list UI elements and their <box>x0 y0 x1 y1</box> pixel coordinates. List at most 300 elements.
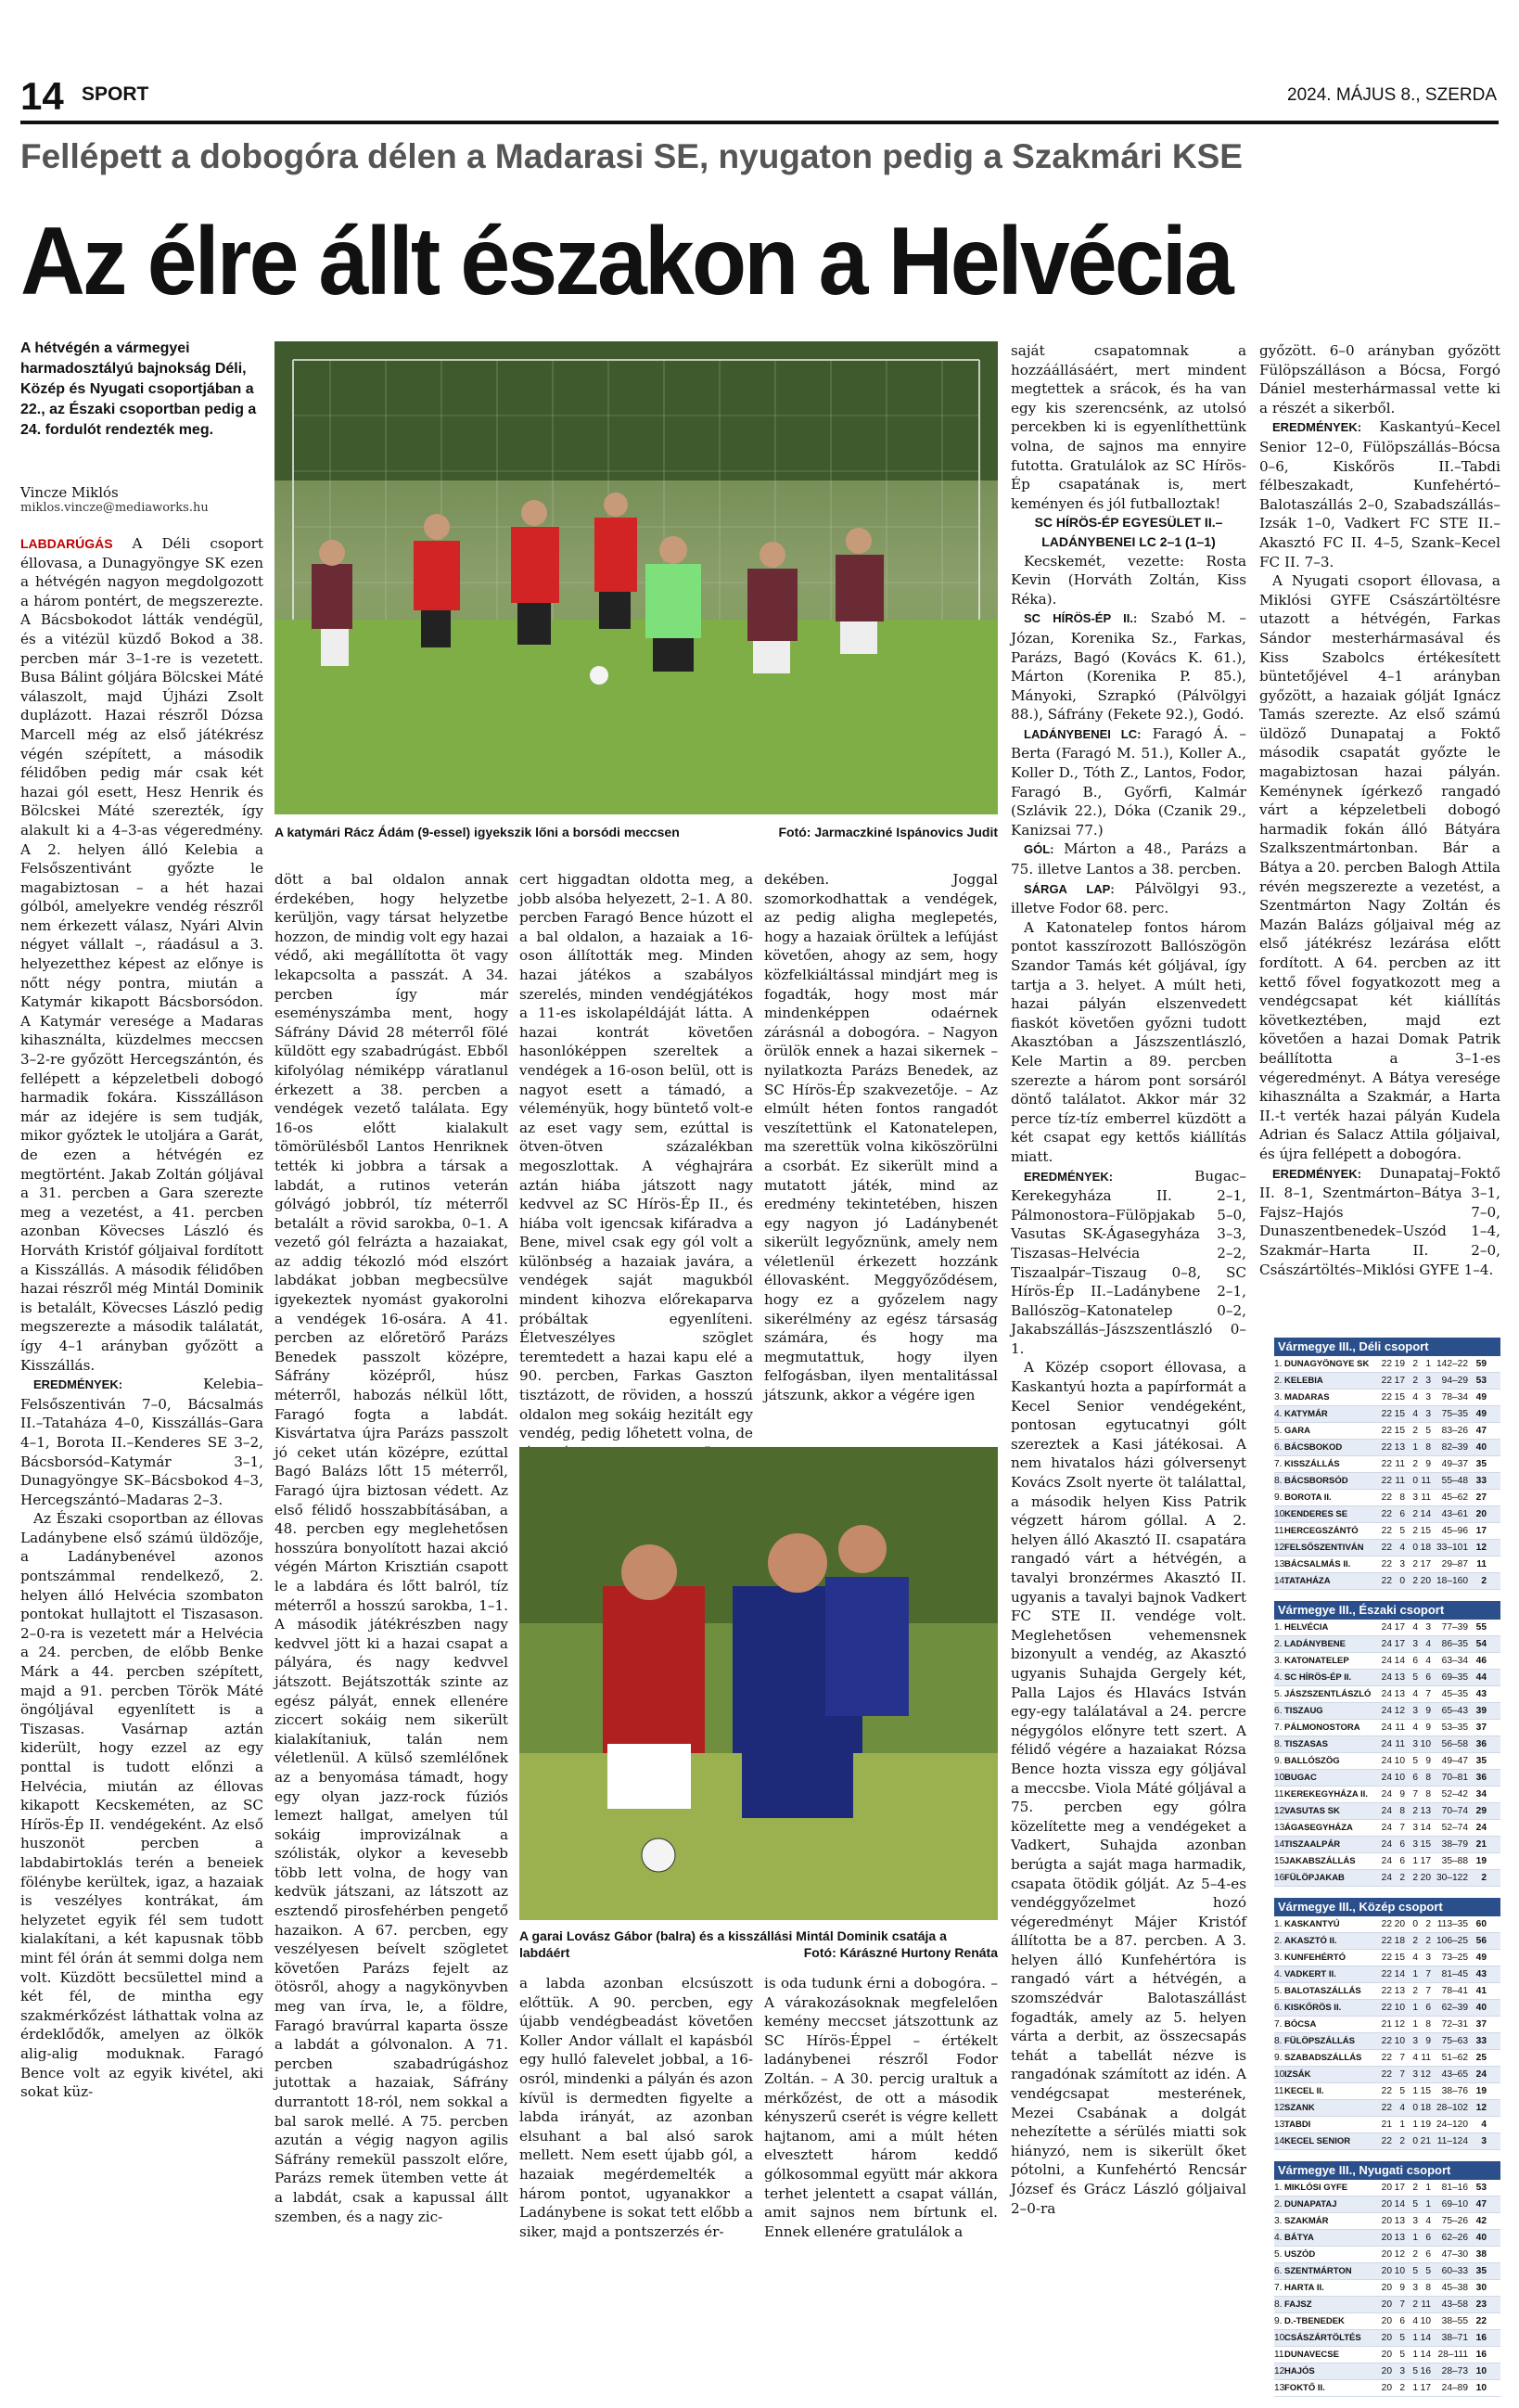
col6-para-2: A Nyugati csoport éllovasa, a Miklósi GYFE Császártöltésre utazott a hétvégén, Farkas Sándor mesterhármasával és Kiss Szabolcs értékesített büntetőjével 4–1 arányban győzött, a hazaiak gólját Ignácz Tamás szerezte. Az első számú üldöző Dunapataj a Foktő második csapatát győzte le magabiztosan hazai pályán. Keménynek ígérkező rangadó várt a képzeletbeli dobogó harmadik fokán álló Bátyára Szalkszentmártonban. Bár a Bátya a 20. percben Balogh Attila révén megszerezte a vezetést, a Szentmárton Nagy Zoltán és Mazán Balázs góljaival még az első játékrész lezárása előtt fordított. A 64. percben az itt kettő fővel fogyatkozott meg a vendégcsapat két kiállítás következtében, majd ezt követően a hazai Domak Patrik beállította a 3–1-es végeredményt. A Bátya veresége kihasználta a Szakmár, a Harta II.-t verték hazai pályán Kudela Adrian és Salacz Attila góljaival, és újra fellépett a dobogóra. <box>1259 572 1500 1162</box>
standings-cell: 21 <box>1475 1839 1487 1850</box>
standings-cell: SZENTMÁRTON <box>1284 2266 1352 2276</box>
standings-cell: 20 <box>1381 2350 1392 2360</box>
standings-cell: DUNAGYÖNGYE SK <box>1284 1359 1370 1369</box>
standings-cell: CSÁSZÁRTÖLTÉS <box>1284 2333 1361 2343</box>
col5-para-2: A Katonatelep fontos három pontot kasszírozott Ballószögön Szandor Tamás két góljával, így tartja a 3. helyet. A múlt heti, hazai pályán elszenvedett fiaskót követően győzni tudott Akasztóban a Jászszentlászló, Kele Martin a 89. percben szerezte a három pont sorsáról döntő találatot. Akkor már 32 perce tíz-tíz emberrel küzdött a két csapat egy kettős kiállítás miatt. <box>1011 918 1246 1165</box>
standings-row <box>1274 2033 1500 2050</box>
standings-cell: 35 <box>1475 2266 1487 2276</box>
standings-cell: 13 <box>1394 1442 1405 1453</box>
standings-cell: 22 <box>1381 1476 1392 1486</box>
standings-cell: 75–63 <box>1441 2036 1468 2046</box>
standings-cell: 24 <box>1381 1789 1392 1800</box>
standings-cell: 3. <box>1274 1392 1283 1403</box>
standings-cell: FAJSZ <box>1284 2299 1312 2310</box>
standings-cell: 5 <box>1412 1672 1418 1683</box>
standings-cell: BALLÓSZÖG <box>1284 1756 1340 1766</box>
standings-cell: 12. <box>1274 2366 1288 2376</box>
standings-cell: KISSZÁLLÁS <box>1284 1459 1340 1469</box>
standings-row <box>1274 1803 1500 1820</box>
standings-cell: 24 <box>1381 1672 1392 1683</box>
standings-row <box>1274 1523 1500 1540</box>
standings-cell: 24 <box>1475 1823 1487 1833</box>
col5-para-1: saját csapatomnak a hozzáállásáért, mert mindent megtettek a srácok, és ha van egy kis szerencsénk, az utolsó percekben ki is egyenlíthettünk volna, de sajnos ma ennyire futotta. Gratulálok az SC Hírös-Ép csapatának is, mert keményen és jól futballoztak! <box>1011 342 1246 512</box>
byline <box>20 484 263 515</box>
standings-row <box>1274 1770 1500 1787</box>
standings-cell: 13 <box>1394 1986 1405 1996</box>
standings-cell: 13 <box>1394 1672 1405 1683</box>
standings-cell: 22 <box>1381 2136 1392 2146</box>
standings-cell: 4 <box>1399 2103 1405 2113</box>
standings-cell: 70–81 <box>1441 1773 1468 1783</box>
photo2-credit: Fotó: Kárászné Hurtony Renáta <box>803 1945 998 1960</box>
standings-cell: 12 <box>1475 1543 1487 1553</box>
standings-cell: 38–71 <box>1441 2333 1468 2343</box>
col1-para-2: Az Északi csoportban az éllovas Ladánybene első számú üldözője, a Ladánybenével azonos pontszámmal rendelkező, 2. helyen álló Helvécia szombaton pontokat hullajtott el Tiszasason. 2–0-ra is vezetett már a Helvécia a 24. percben, de előbb Benke Márk a 44. percben szépített, majd a 91. percben Török Máté öngóljával egyenlített is a Tiszasas. Vasárnap aztán kiderült, hogy ezzel az egy ponttal is tudott előnzi a Helvécia, miután az éllovas kikapott Kecskeméten, az SC Hírös-Ép II. vendégeként. Az első huszonöt percben a labdabirtoklás terén a beneiek fölénybe kerültek, igaz, a hazaiak is veszélyes kontrákat, ám helyzetet egyik fél sem tudott kialakítani, a két kapusnak több mint fél órán át semmi dolga nem volt. Küzdött becsülettel mind a két fél, de mintha egy szakmérkőzést láthattak volna az érdeklődők, amelyen az ölkök alig-alig moduknak. Faragó Bence volt az egyik kivétel, aki sokat küz- <box>20 1510 263 2101</box>
photo1-credit: Fotó: Jarmaczkiné Ispánovics Judit <box>778 825 998 839</box>
standings-cell: 6 <box>1425 2249 1431 2260</box>
standings-cell: 15. <box>1274 1856 1288 1866</box>
standings-cell: 77–39 <box>1441 1622 1468 1633</box>
standings-cell: 2 <box>1399 2383 1405 2393</box>
standings-row <box>1274 1837 1500 1853</box>
standings-cell: 3 <box>1399 2366 1405 2376</box>
standings-cell: 9 <box>1425 2036 1431 2046</box>
standings-cell: 81–16 <box>1441 2183 1468 2193</box>
standings-cell: MADARAS <box>1284 1392 1330 1403</box>
standings-row <box>1274 1456 1500 1473</box>
standings-cell: 3 <box>1412 2036 1418 2046</box>
standings-cell: 16. <box>1274 1873 1288 1883</box>
standings-cell: 2. <box>1274 2199 1283 2209</box>
standings-cell: 45–62 <box>1441 1492 1468 1503</box>
standings-cell: 7 <box>1425 1689 1431 1699</box>
column-3-bottom <box>519 1974 753 2241</box>
standings-cell: 11. <box>1274 1526 1287 1536</box>
standings-cell: 20 <box>1381 2216 1392 2226</box>
photo1-caption <box>274 824 998 840</box>
standings-cell: D.-TBENEDEK <box>1284 2316 1345 2326</box>
standings-cell: 5 <box>1399 2333 1405 2343</box>
standings-cell: KELEBIA <box>1284 1376 1323 1386</box>
standings-cell: BÓCSA <box>1284 2019 1317 2030</box>
standings-cell: LADÁNYBENE <box>1284 1639 1346 1649</box>
standings-cell: 5 <box>1425 1426 1431 1436</box>
standings-cell: 47–30 <box>1441 2249 1468 2260</box>
standings-cell: 24 <box>1381 1756 1392 1766</box>
standings-cell: HELVÉCIA <box>1284 1622 1329 1633</box>
standings-cell: 11 <box>1421 1492 1431 1503</box>
col6-results-2: EREDMÉNYEK: Dunapataj–Foktő II. 8–1, Szentmárton–Bátya 3–1, Fajsz–Hajós 7–0, Dunaszentbenedek–Uszód 1–4, Szakmár–Harta II. 2–0, Császártöltés–Miklósi GYFE 1–4. <box>1259 1164 1500 1278</box>
standings-cell: 24 <box>1381 1706 1392 1716</box>
standings-cell: 28–102 <box>1436 2103 1468 2113</box>
standings-cell: 8 <box>1425 1442 1431 1453</box>
standings-cell: 8. <box>1274 2299 1283 2310</box>
standings-cell: FELSŐSZENTIVÁN <box>1284 1543 1364 1553</box>
standings-cell: 22 <box>1381 1442 1392 1453</box>
standings-cell: KENDERES SE <box>1284 1509 1348 1519</box>
standings-cell: 19 <box>1394 1359 1405 1369</box>
standings-cell: 1 <box>1412 1856 1418 1866</box>
standings-cell: 43–58 <box>1441 2299 1468 2310</box>
standings-cell: 20 <box>1381 2199 1392 2209</box>
standings-cell: 12 <box>1394 2019 1405 2030</box>
standings-cell: JÁSZSZENTLÁSZLÓ <box>1284 1689 1372 1699</box>
standings-cell: 3 <box>1412 1839 1418 1850</box>
standings-cell: 3 <box>1412 1639 1418 1649</box>
standings-cell: 9 <box>1425 1706 1431 1716</box>
standings-cell: 1 <box>1412 2003 1418 2013</box>
standings-cell: 12. <box>1274 1806 1288 1816</box>
standings-cell: KISKŐRÖS II. <box>1284 2003 1342 2013</box>
standings-cell: 17 <box>1420 1559 1431 1569</box>
standings-cell: 69–10 <box>1441 2199 1468 2209</box>
standings-cell: IZSÁK <box>1284 2069 1311 2080</box>
standings-cell: 9. <box>1274 1756 1283 1766</box>
standings-cell: 29 <box>1475 1806 1487 1816</box>
standings-cell: BÁCSALMÁS II. <box>1284 1559 1351 1569</box>
standings-cell: 11 <box>1395 1459 1405 1469</box>
standings-row <box>1274 1423 1500 1440</box>
standings-cell: 19 <box>1475 1856 1487 1866</box>
col3-text-a: cert higgadtan oldotta meg, a jobb alsóba helyezett, 2–1. A 80. percben Faragó Bence húzott el a bal oldalon, a hazaiak a 16-oson állították meg. Minden hazai játékos a szabályos szerelés, minden vendégjátékos a 11-es iskolapéldáját látta. A hazai kontrát követően hasonlóképpen szereltek a vendégek a 16-oson belül, ott is nagyot esett a támadó, a véleményük, hogy büntető volt-e az eset vagy sem, ezúttal is ötven-ötven százalékban megoszlottak. A véghajrára aztán hiába játszott nagy kedvvel az SC Hírös-Ép II., és hiába volt igencsak kifáradva a Bene, mivel csak egy gól volt a különbség a hazaiak javára, a vendégek saját magukból mindent kihozva előrekaparva próbáltak egyenlíteni. Életveszélyes szöglet teremtedett a hazai kapu elé a 90. percben, Farkas Gaszton tisztázott, de röviden, a hosszú oldalon meg sokáig hezitált egy vendég, pedig lőhetett volna, de <box>519 871 753 1442</box>
standings-cell: 4 <box>1412 1723 1418 1733</box>
standings-cell: 7. <box>1274 1723 1283 1733</box>
col4-text-a: dekében. Joggal szomorkodhattak a vendégek, az pedig aligha meglepetés, hogy a hazaiak örültek a lefújást követően, ahogy az sem, hogy közfelkiáltással mindjárt meg is fogadták, hogy most már mindenképpen odaérnek zárásnál a dobogóra. – Nagyon örülök ennek a hazai sikernek – nyilatkozta Parázs Benedek, az SC Hírös-Ép szakvezetője. – Az elmúlt héten fontos rangadót veszítettünk el Katonatelepen, ma szerettük volna kiköszörülni a csorbát. Ez sikerült mind a mutatott játék, mind az eredmény tekintetében, hiszen egy nagyon jó Ladánybenét sikerült legyőznünk, amely nem véletlenül érkezett hozzánk éllovasként. Meggyőződésem, hogy ez a győzelem nagy sikerélmény az egész társaság számára, és hogy ma megmutattuk, hogy ilyen felfogásban, ilyen mentalitással játszunk, akkor a végére igen <box>764 871 998 1404</box>
standings-cell: 18 <box>1420 1543 1431 1553</box>
standings-cell: DUNAPATAJ <box>1284 2199 1337 2209</box>
standings-cell: 3 <box>1412 2216 1418 2226</box>
standings-row <box>1274 1916 1500 1933</box>
standings-row <box>1274 1556 1500 1573</box>
standings-cell: 49–37 <box>1441 1459 1468 1469</box>
standings-cell: 19 <box>1475 2086 1487 2096</box>
photo-katymar <box>274 341 998 814</box>
standings-cell: FÜLÖPSZÁLLÁS <box>1284 2036 1355 2046</box>
col1-results: EREDMÉNYEK: Kelebia–Felsőszentiván 7–0, Bácsalmás II.–Tataháza 4–0, Kisszállás–Gara 4–1, Borota II.–Kenderes SE 3–2, Bácsborsód–Katymár 3–1, Dunagyöngye SK–Bácsbokod 4–3, Hercegszántó–Madaras 2–3. <box>20 1376 263 1508</box>
standings-cell: 12. <box>1274 2103 1288 2113</box>
standings-row <box>1274 1703 1500 1720</box>
standings-cell: 6 <box>1425 2233 1431 2243</box>
standings-cell: 2 <box>1412 2249 1418 2260</box>
standings-cell: 20 <box>1381 2383 1392 2393</box>
standings-cell: 62–26 <box>1441 2233 1468 2243</box>
standings-cell: 12. <box>1274 1543 1288 1553</box>
results-label: EREDMÉNYEK: <box>33 1377 123 1392</box>
standings-cell: 5 <box>1412 1756 1418 1766</box>
standings-cell: TISZASAS <box>1284 1739 1328 1749</box>
standings-cell: 3 <box>1412 1706 1418 1716</box>
standings-cell: 9. <box>1274 2316 1283 2326</box>
standings-cell: 20 <box>1420 1576 1431 1586</box>
standings-cell: 15 <box>1394 1426 1405 1436</box>
standings-cell: TATAHÁZA <box>1284 1576 1331 1586</box>
standings-cell: ÁGASEGYHÁZA <box>1284 1823 1353 1833</box>
standings-cell: HARTA II. <box>1284 2283 1324 2293</box>
standings-cell: 69–35 <box>1441 1672 1468 1683</box>
standings-row <box>1274 1473 1500 1490</box>
standings-cell: 0 <box>1412 2136 1418 2146</box>
standings-cell: 3 <box>1412 1823 1418 1833</box>
standings-cell: 2 <box>1425 1919 1431 1929</box>
standings-cell: 17 <box>1394 2183 1405 2193</box>
standings-tables <box>1274 1338 1500 2408</box>
author-name: Vincze Miklós <box>20 484 119 501</box>
standings-cell: 24 <box>1381 1823 1392 1833</box>
standings-row <box>1274 1720 1500 1736</box>
standings-cell: 17 <box>1394 1639 1405 1649</box>
standings-cell: 10 <box>1394 2266 1405 2276</box>
standings-cell: 14 <box>1420 1823 1431 1833</box>
standings-cell: 4 <box>1412 1953 1418 1963</box>
standings-cell: 10 <box>1394 2003 1405 2013</box>
standings-cell: 55–48 <box>1441 1476 1468 1486</box>
standings-row <box>1274 2197 1500 2213</box>
standings-cell: 22 <box>1381 1986 1392 1996</box>
standings-cell: 11–124 <box>1436 2136 1468 2146</box>
standings-cell: 24 <box>1381 1773 1392 1783</box>
standings-row <box>1274 2330 1500 2347</box>
standings-cell: 46 <box>1475 1656 1487 1666</box>
standings-cell: 40 <box>1475 2003 1487 2013</box>
standings-cell: 2 <box>1412 1426 1418 1436</box>
standings-cell: TABDI <box>1284 2120 1311 2130</box>
standings-cell: 20 <box>1381 2316 1392 2326</box>
standings-cell: 9 <box>1425 1459 1431 1469</box>
standings-cell: 11. <box>1274 1789 1287 1800</box>
standings-cell: 1 <box>1412 1442 1418 1453</box>
standings-cell: 14 <box>1394 2199 1405 2209</box>
standings-cell: 10. <box>1274 2333 1288 2343</box>
standings-cell: 27 <box>1475 1492 1487 1503</box>
standings-row <box>1274 1636 1500 1653</box>
standings-cell: 20 <box>1381 2333 1392 2343</box>
standings-cell: 15 <box>1394 1953 1405 1963</box>
standings-row <box>1274 1356 1500 1373</box>
standings-cell: 1 <box>1399 2120 1405 2130</box>
standings-cell: 36 <box>1475 1773 1487 1783</box>
standings-cell: 15 <box>1420 1526 1431 1536</box>
standings-row <box>1274 1933 1500 1950</box>
standings-cell: 43 <box>1475 1689 1487 1699</box>
standings-cell: 4 <box>1425 1639 1431 1649</box>
standings-cell: 8. <box>1274 2036 1283 2046</box>
standings-cell: 2 <box>1425 1936 1431 1946</box>
standings-cell: 1 <box>1412 2333 1418 2343</box>
standings-row <box>1274 1820 1500 1837</box>
standings-cell: 7 <box>1412 1789 1418 1800</box>
standings-cell: 1 <box>1412 2086 1418 2096</box>
standings-cell: 4 <box>1412 2316 1418 2326</box>
standings-cell: 8 <box>1425 2283 1431 2293</box>
standings-cell: 13 <box>1394 1689 1405 1699</box>
standings-cell: 14 <box>1394 1656 1405 1666</box>
standings-row <box>1274 2230 1500 2247</box>
standings-cell: 5 <box>1425 2266 1431 2276</box>
standings-table-title: Vármegye III., Déli csoport <box>1274 1338 1500 1356</box>
author-email[interactable]: miklos.vincze@mediaworks.hu <box>20 501 209 515</box>
standings-cell: 2. <box>1274 1936 1283 1946</box>
standings-cell: 45–96 <box>1441 1526 1468 1536</box>
standings-row <box>1274 2213 1500 2230</box>
standings-cell: 22 <box>1475 2316 1487 2326</box>
standings-cell: 49 <box>1475 1409 1487 1419</box>
standings-cell: 7 <box>1425 1986 1431 1996</box>
standings-cell: 1 <box>1425 1359 1431 1369</box>
standings-cell: 10 <box>1475 2383 1487 2393</box>
standings-row <box>1274 2000 1500 2017</box>
standings-cell: 3. <box>1274 1953 1283 1963</box>
standings-cell: 43–61 <box>1441 1509 1468 1519</box>
standings-cell: 20 <box>1381 2366 1392 2376</box>
standings-row <box>1274 1620 1500 1636</box>
standings-cell: USZÓD <box>1284 2249 1316 2260</box>
standings-cell: 2 <box>1412 1936 1418 1946</box>
standings-row <box>1274 1390 1500 1406</box>
standings-cell: 24 <box>1381 1806 1392 1816</box>
match-venue: Kecskemét, vezette: Rosta Kevin (Horváth Zoltán, Kiss Réka). <box>1011 552 1246 608</box>
standings-cell: 20 <box>1381 2249 1392 2260</box>
standings-cell: 72–31 <box>1441 2019 1468 2030</box>
standings-cell: 33–101 <box>1436 1543 1468 1553</box>
standings-cell: 45–35 <box>1441 1689 1468 1699</box>
photo1-caption-text: A katymári Rácz Ádám (9-essel) igyekszik lőni a borsódi meccsen <box>274 825 680 839</box>
standings-cell: 24 <box>1381 1723 1392 1733</box>
col4-text-b: is oda tudunk érni a dobogóra. – A várakozásoknak megfelelően kemény meccset játszottunk az SC Hírös-Éppel – értékelt ladánybenei részről Fodor Zoltán. – A 30. percig uraltuk a mérkőzést, de ott a második kényszerű cserét is végre kellett hajtanom, ami a múlt héten elvesztett három keddő gólkosommal együtt már akkora terhet jelentett a csapat vállán, amit sajnos nem bírtunk el. Ennek ellenére gratulálok a <box>764 1975 998 2240</box>
standings-cell: 10 <box>1475 2366 1487 2376</box>
column-5 <box>1011 341 1246 2218</box>
standings-cell: 13. <box>1274 1823 1288 1833</box>
article-lead: A hétvégén a vármegyei harmadosztályú bajnokság Déli, Közép és Nyugati csoportjában a 22., az Északi csoportban pedig a 24. fordulót rendezték meg. <box>20 340 257 438</box>
standings-cell: 94–29 <box>1441 1376 1468 1386</box>
standings-cell: 11. <box>1274 2086 1287 2096</box>
standings-cell: 22 <box>1381 1936 1392 1946</box>
standings-cell: 22 <box>1381 1919 1392 1929</box>
standings-cell: 13. <box>1274 2383 1288 2393</box>
standings-cell: 21 <box>1381 2120 1392 2130</box>
standings-cell: 24 <box>1381 1689 1392 1699</box>
standings-cell: BÁCSBORSÓD <box>1284 1476 1348 1486</box>
standings-cell: 38 <box>1475 2249 1487 2260</box>
standings-row <box>1274 2133 1500 2150</box>
standings-row <box>1274 1653 1500 1670</box>
standings-cell: 17 <box>1420 2383 1431 2393</box>
standings-cell: 63–34 <box>1441 1656 1468 1666</box>
standings-cell: 113–35 <box>1436 1919 1468 1929</box>
standings-cell: DUNAVECSE <box>1284 2350 1339 2360</box>
standings-cell: 6. <box>1274 2003 1283 2013</box>
standings-cell: 6 <box>1425 2003 1431 2013</box>
standings-cell: 3 <box>1412 1739 1418 1749</box>
standings-cell: 28–111 <box>1437 2350 1468 2360</box>
standings-cell: 60 <box>1475 1919 1487 1929</box>
standings-row <box>1274 2017 1500 2033</box>
standings-cell: KUNFEHÉRTÓ <box>1284 1953 1346 1963</box>
standings-cell: 24 <box>1475 2069 1487 2080</box>
standings-row <box>1274 1753 1500 1770</box>
standings-cell: 24 <box>1381 1622 1392 1633</box>
standings-cell: 4 <box>1425 1656 1431 1666</box>
standings-cell: BÁTYA <box>1284 2233 1314 2243</box>
standings-cell: 15 <box>1420 2086 1431 2096</box>
photo-gara <box>519 1447 998 1920</box>
standings-table-title: Vármegye III., Északi csoport <box>1274 1601 1500 1620</box>
standings-cell: 7 <box>1399 2069 1405 2080</box>
standings-cell: 13 <box>1394 2233 1405 2243</box>
standings-cell: 15 <box>1394 1409 1405 1419</box>
standings-cell: 20 <box>1381 2183 1392 2193</box>
standings-row <box>1274 2297 1500 2313</box>
standings-cell: 1 <box>1425 2183 1431 2193</box>
col1-para-1: LABDARÚGÁS A Déli csoport éllovasa, a Dunagyöngye SK ezen a hétvégén nagyon megdolgozott a három pontért, de megszerezte. A Bácsbokodot látták vendégül, és a vitézül küzdő Bokod a 38. percben már 3–1-re is vezetett. Busa Bálint góljára Bölcskei Máté válaszolt, majd Újházi Zsolt duplázott. Hazai részről Dózsa Marcell még az első játékrész végén szépített, a második félidőben pedig már csak két hazai gól esett, Hesz Henrik és Bölcskei Máté szerezték, így alakult ki a 4–3-as végeredmény. A 2. helyen álló Kelebia a Felsőszentivánt győzte le magabiztosan – a hét hazai gólból, amelyekre vendég részről nem érkezett válasz, Nyári Alvin négyet vállalt –, ráadásul a 3. helyezetthez képest az előnye is nőtt négy pontra, miután a Katymár kikapott Bácsborsódon. A Katymár veresége a Madaras kihasználta, küzdelmes meccsen 3–2-re győzött Hercegszántón, és fellépett a képzeletbeli dobogó harmadik fokára. Kisszálláson már az idejére is sem tudják, mikor győztek le utoljára a Garát, de ezen a hétvégén ez megtörtént. Jakab Zoltán góljával a 31. percben a Gara szerezte meg a vezetést, a 41. percben azonban Kövecses László és Horváth Kristóf góljaival fordított a Kisszállás. A második félidőben hazai részről még Mintál Dominik is betalált, Kövecses László pedig megszerezte a második találatát, így 4–1 arányban győzött a Kisszállás. <box>20 535 263 1374</box>
standings-cell: GARA <box>1284 1426 1310 1436</box>
standings-cell: 2 <box>1412 1873 1418 1883</box>
standings-cell: 2 <box>1399 2136 1405 2146</box>
standings-cell: 7. <box>1274 2019 1283 2030</box>
standings-cell: 5. <box>1274 1986 1283 1996</box>
photo2-caption <box>519 1928 998 1961</box>
page-number: 14 <box>20 74 64 118</box>
standings-cell: 6 <box>1412 1656 1418 1666</box>
standings-cell: 16 <box>1420 2366 1431 2376</box>
standings-cell: 15 <box>1420 1839 1431 1850</box>
soccer-photo-2 <box>519 1447 998 1920</box>
header-rule <box>20 121 1499 124</box>
standings-cell: 1 <box>1412 2019 1418 2030</box>
standings-cell: 1 <box>1412 2120 1418 2130</box>
standings-row <box>1274 1686 1500 1703</box>
standings-cell: 4 <box>1412 1689 1418 1699</box>
standings-cell: 22 <box>1381 1526 1392 1536</box>
standings-cell: 37 <box>1475 1723 1487 1733</box>
standings-cell: 33 <box>1475 1476 1487 1486</box>
standings-cell: 2 <box>1412 1806 1418 1816</box>
standings-cell: TISZAUG <box>1284 1706 1323 1716</box>
standings-cell: 22 <box>1381 2036 1392 2046</box>
standings-cell: 142–22 <box>1436 1359 1468 1369</box>
standings-cell: 75–26 <box>1441 2216 1468 2226</box>
standings-cell: 42 <box>1475 2216 1487 2226</box>
standings-cell: 2 <box>1412 1509 1418 1519</box>
standings-cell: 9 <box>1399 1789 1405 1800</box>
standings-row <box>1274 1490 1500 1506</box>
standings-cell: 14 <box>1420 2350 1431 2360</box>
standings-cell: 106–25 <box>1436 1936 1468 1946</box>
standings-cell: 7 <box>1399 2053 1405 2063</box>
standings-cell: SC HÍRÖS-ÉP II. <box>1284 1672 1352 1683</box>
standings-cell: 1. <box>1274 1622 1283 1633</box>
standings-cell: 10 <box>1420 2316 1431 2326</box>
standings-row <box>1274 1950 1500 1966</box>
standings-row <box>1274 1853 1500 1870</box>
standings-cell: 9 <box>1399 2283 1405 2293</box>
standings-row <box>1274 1966 1500 1983</box>
standings-cell: 17 <box>1394 1622 1405 1633</box>
standings-cell: 5 <box>1412 2266 1418 2276</box>
standings-cell: 17 <box>1475 1526 1487 1536</box>
standings-cell: 20 <box>1381 2283 1392 2293</box>
standings-cell: 56 <box>1475 1936 1487 1946</box>
standings-row <box>1274 1406 1500 1423</box>
standings-row <box>1274 2083 1500 2100</box>
standings-cell: 6 <box>1412 1773 1418 1783</box>
issue-date: 2024. MÁJUS 8., SZERDA <box>1287 85 1497 105</box>
standings-cell: 34 <box>1475 1789 1487 1800</box>
standings-cell: 53 <box>1475 1376 1487 1386</box>
standings-cell: 6 <box>1425 1672 1431 1683</box>
standings-cell: 6. <box>1274 1442 1283 1453</box>
standings-cell: 3 <box>1412 2283 1418 2293</box>
standings-row <box>1274 2067 1500 2083</box>
